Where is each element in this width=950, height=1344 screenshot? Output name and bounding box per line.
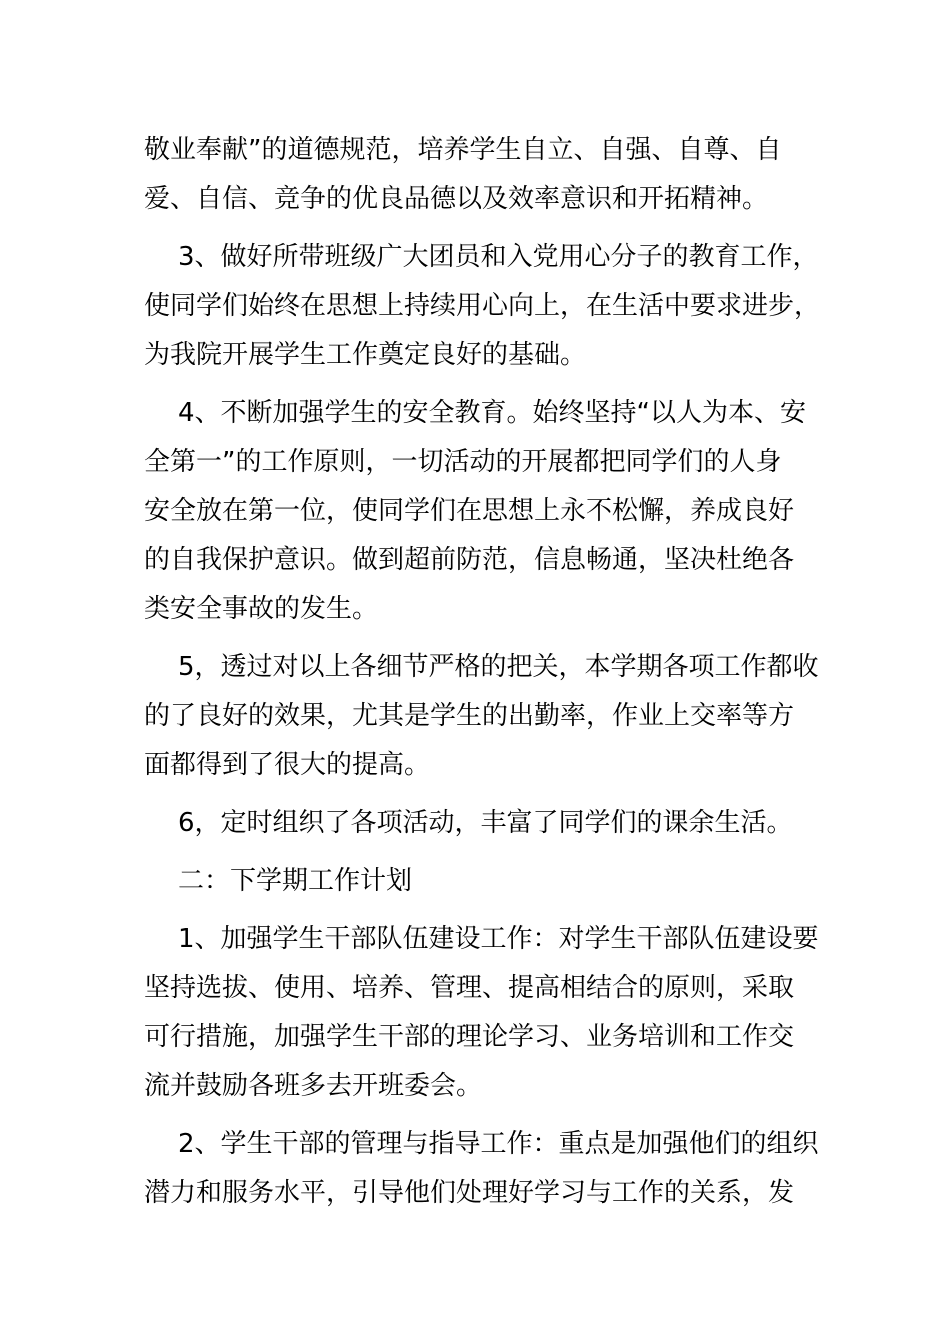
- text-line: 使同学们始终在思想上持续用心向上，在生活中要求进步，: [144, 291, 821, 321]
- paragraph-item-5: [144, 643, 819, 790]
- text-line: 类安全事故的发生。: [144, 594, 379, 624]
- text-line: 流并鼓励各班多去开班委会。: [144, 1071, 483, 1101]
- text-line: 坚持选拔、使用、培养、管理、提高相结合的原则，采取: [144, 973, 795, 1003]
- text-line: 1、加强学生干部队伍建设工作：对学生干部队伍建设要: [178, 924, 819, 954]
- paragraph-item-6: [144, 799, 808, 848]
- text-line: 5，透过对以上各细节严格的把关，本学期各项工作都收: [178, 652, 819, 682]
- text-line: 潜力和服务水平，引导他们处理好学习与工作的关系，发: [144, 1178, 795, 1208]
- text-line: 的自我保护意识。做到超前防范，信息畅通，坚决杜绝各: [144, 545, 795, 575]
- text-line: 为我院开展学生工作奠定良好的基础。: [144, 340, 587, 370]
- text-line: 敬业奉献”的道德规范，培养学生自立、自强、自尊、自: [144, 135, 782, 165]
- paragraph-item-4: [144, 389, 808, 634]
- text-line: 可行措施，加强学生干部的理论学习、业务培训和工作交: [144, 1022, 795, 1052]
- text-line: 的了良好的效果，尤其是学生的出勤率，作业上交率等方: [144, 701, 795, 731]
- text-line: 全第一”的工作原则，一切活动的开展都把同学们的人身: [144, 447, 782, 477]
- text-line: 3、做好所带班级广大团员和入党用心分子的教育工作，: [178, 242, 819, 272]
- text-line: 安全放在第一位，使同学们在思想上永不松懈，养成良好: [144, 496, 795, 526]
- paragraph-plan-2: [144, 1120, 819, 1218]
- text-line: 2、学生干部的管理与指导工作：重点是加强他们的组织: [178, 1129, 819, 1159]
- text-line: 面都得到了很大的提高。: [144, 750, 431, 780]
- document-body: [144, 126, 821, 1227]
- text-line: 4、不断加强学生的安全教育。始终坚持“以人为本、安: [178, 398, 807, 428]
- text-line: 爱、自信、竞争的优良品德以及效率意识和开拓精神。: [144, 184, 769, 214]
- paragraph-continuation: [144, 126, 808, 224]
- paragraph-item-3: [144, 233, 821, 380]
- paragraph-plan-1: [144, 915, 819, 1111]
- section-heading: [144, 857, 808, 906]
- heading-line: 二：下学期工作计划: [178, 866, 413, 896]
- text-line: 6，定时组织了各项活动，丰富了同学们的课余生活。: [178, 808, 793, 838]
